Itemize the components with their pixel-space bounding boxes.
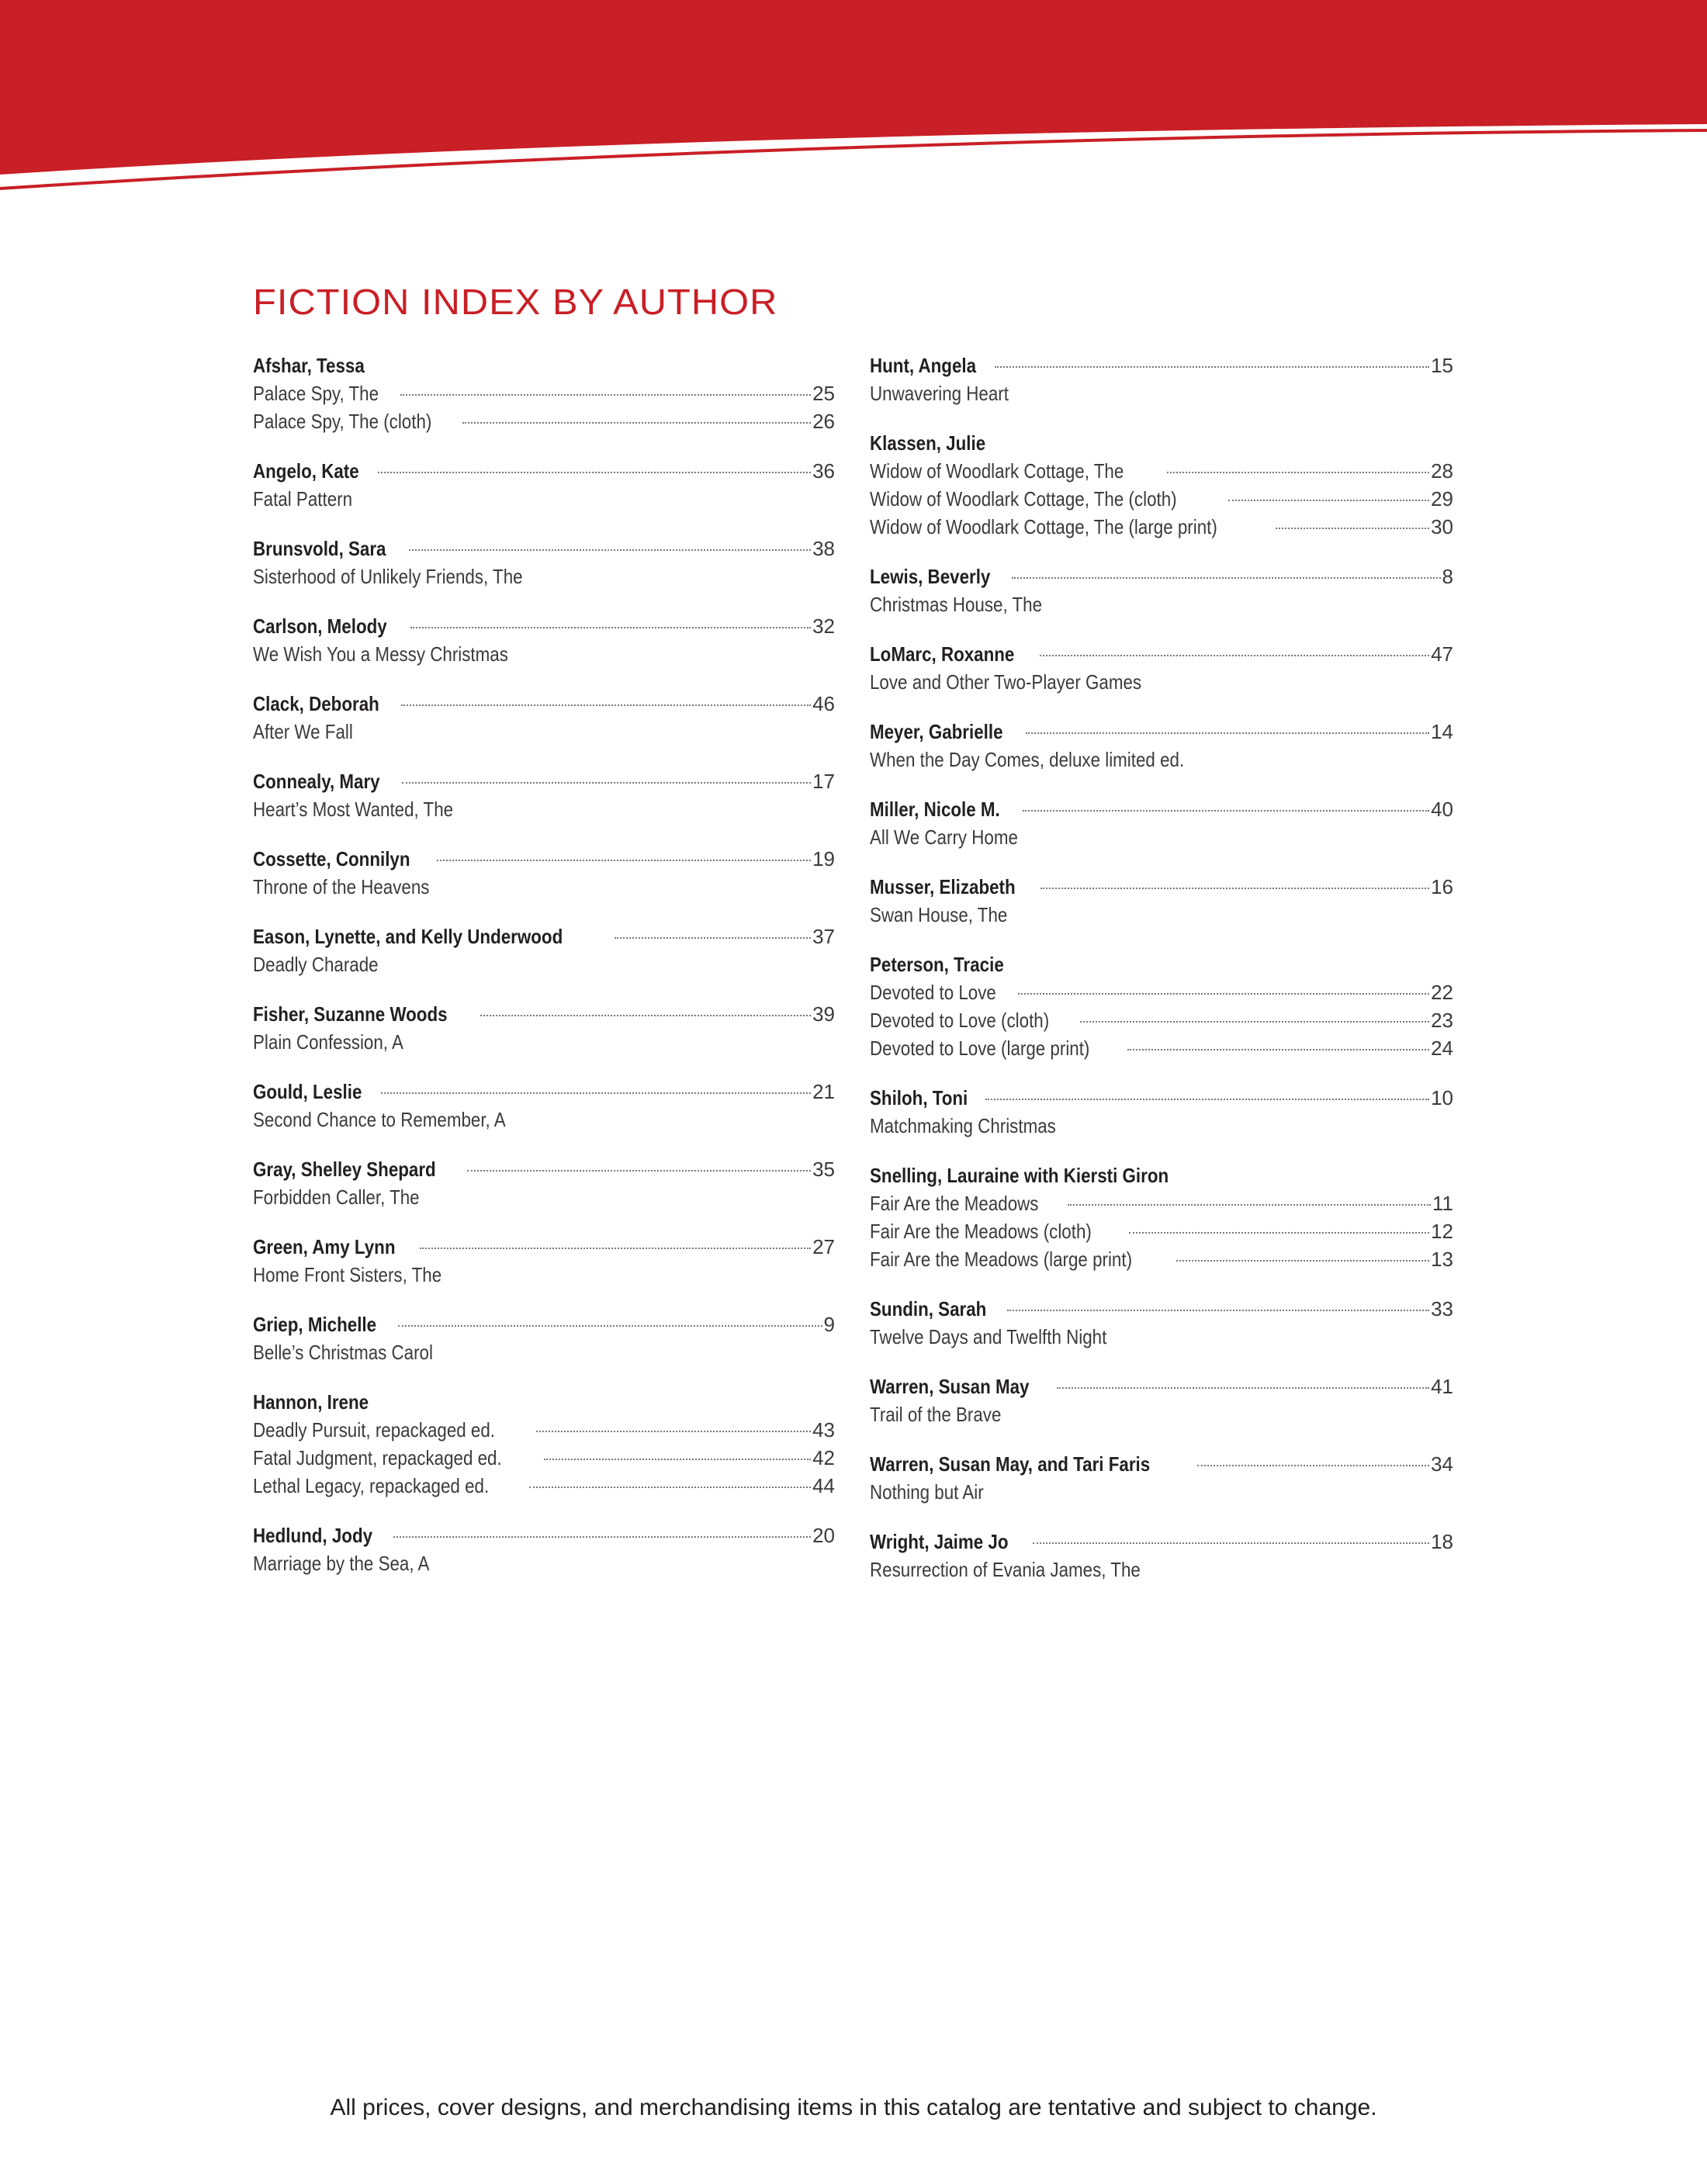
- author-line: [253, 1078, 835, 1106]
- book-title: Palace Spy, The (cloth): [253, 410, 432, 433]
- title-line: [870, 590, 1453, 618]
- book-title: Deadly Pursuit, repackaged ed.: [253, 1418, 495, 1442]
- dot-leader: [1276, 528, 1429, 529]
- index-entry: [870, 562, 1453, 618]
- page-number: 41: [1431, 1375, 1453, 1398]
- page-number: 39: [812, 1002, 835, 1026]
- dot-leader: [400, 394, 811, 396]
- title-line: [253, 950, 835, 978]
- index-entry: [870, 718, 1453, 774]
- index-entry: [253, 1310, 835, 1366]
- index-entry: [253, 1078, 835, 1134]
- header-banner: [0, 0, 1707, 202]
- book-title: Lethal Legacy, repackaged ed.: [253, 1474, 490, 1497]
- book-title: We Wish You a Messy Christmas: [253, 642, 508, 666]
- dot-leader: [437, 860, 811, 861]
- author-line: [870, 1161, 1453, 1189]
- author-name: Afshar, Tessa: [253, 354, 365, 377]
- page-number: 24: [1431, 1037, 1453, 1060]
- author-line: [253, 1521, 835, 1549]
- page-number: 33: [1431, 1297, 1453, 1320]
- title-line: [870, 457, 1453, 485]
- page-number: 13: [1431, 1248, 1453, 1271]
- title-line: [253, 1183, 835, 1211]
- index-entry: [253, 535, 835, 590]
- dot-leader: [381, 1092, 811, 1094]
- book-title: Belle’s Christmas Carol: [253, 1341, 433, 1364]
- book-title: Widow of Woodlark Cottage, The (cloth): [870, 487, 1177, 511]
- dot-leader: [1040, 888, 1429, 889]
- index-entry: [870, 1372, 1453, 1428]
- book-title: Christmas House, The: [870, 593, 1043, 616]
- page-number: 18: [1431, 1530, 1453, 1553]
- author-line: [870, 351, 1453, 379]
- dot-leader: [393, 1536, 811, 1538]
- index-entry: [870, 429, 1453, 541]
- page-number: 36: [812, 459, 835, 483]
- page-number: 15: [1431, 354, 1453, 377]
- author-line: [870, 1528, 1453, 1556]
- index-column-left: [253, 351, 835, 1599]
- title-line: [870, 1400, 1453, 1428]
- dot-leader: [985, 1099, 1429, 1100]
- page-number: 42: [812, 1446, 835, 1469]
- page-number: 43: [812, 1418, 835, 1442]
- author-name: Griep, Michelle: [253, 1313, 377, 1336]
- page-number: 20: [812, 1524, 835, 1547]
- title-line: [870, 1034, 1453, 1062]
- dot-leader: [420, 1248, 811, 1249]
- page-number: 21: [812, 1080, 835, 1103]
- dot-leader: [378, 472, 811, 473]
- author-name: Wright, Jaime Jo: [870, 1530, 1009, 1553]
- book-title: Plain Confession, A: [253, 1030, 403, 1054]
- dot-leader: [1023, 810, 1429, 812]
- title-line: [870, 1217, 1453, 1245]
- author-name: Snelling, Lauraine with Kiersti Giron: [870, 1164, 1169, 1187]
- book-title: Nothing but Air: [870, 1480, 984, 1504]
- page-number: 10: [1431, 1086, 1453, 1109]
- index-entry: [870, 1161, 1453, 1273]
- book-title: Resurrection of Evania James, The: [870, 1558, 1141, 1581]
- author-line: [870, 873, 1453, 901]
- book-title: Matchmaking Christmas: [870, 1114, 1056, 1137]
- page-number: 26: [812, 410, 835, 433]
- dot-leader: [1167, 472, 1430, 473]
- author-name: Clack, Deborah: [253, 692, 379, 715]
- index-column-right: [870, 351, 1453, 1605]
- dot-leader: [1040, 655, 1429, 656]
- dot-leader: [1228, 500, 1429, 501]
- title-line: [870, 379, 1453, 407]
- index-entry: [253, 1233, 835, 1289]
- author-line: [253, 457, 835, 485]
- page-number: 27: [812, 1235, 835, 1258]
- index-entry: [870, 950, 1453, 1062]
- index-entry: [870, 640, 1453, 696]
- page-number: 11: [1432, 1192, 1453, 1215]
- page-number: 14: [1431, 720, 1453, 743]
- index-entry: [253, 922, 835, 978]
- author-line: [253, 1155, 835, 1183]
- index-entry: [253, 351, 835, 435]
- book-title: Twelve Days and Twelfth Night: [870, 1325, 1107, 1348]
- dot-leader: [1129, 1232, 1429, 1234]
- title-line: [870, 1478, 1453, 1506]
- page-number: 29: [1431, 487, 1453, 511]
- title-line: [253, 1261, 835, 1289]
- book-title: Forbidden Caller, The: [253, 1185, 420, 1209]
- book-title: Second Chance to Remember, A: [253, 1108, 506, 1131]
- index-entry: [253, 1388, 835, 1500]
- title-line: [870, 901, 1453, 929]
- book-title: Palace Spy, The: [253, 382, 379, 405]
- page-number: 8: [1442, 565, 1453, 588]
- page-number: 25: [812, 382, 835, 405]
- book-title: Home Front Sisters, The: [253, 1263, 442, 1286]
- title-line: [253, 407, 835, 435]
- dot-leader: [1012, 577, 1441, 579]
- dot-leader: [402, 782, 811, 784]
- author-line: [870, 1084, 1453, 1112]
- dot-leader: [462, 422, 811, 424]
- title-line: [870, 1189, 1453, 1217]
- book-title: Marriage by the Sea, A: [253, 1552, 430, 1575]
- author-name: Lewis, Beverly: [870, 565, 991, 588]
- author-line: [253, 351, 835, 379]
- title-line: [253, 873, 835, 901]
- book-title: Fatal Judgment, repackaged ed.: [253, 1446, 502, 1469]
- index-entry: [253, 845, 835, 901]
- author-name: Hedlund, Jody: [253, 1524, 373, 1547]
- author-name: Warren, Susan May, and Tari Faris: [870, 1452, 1151, 1476]
- author-name: Carlson, Melody: [253, 614, 387, 638]
- book-title: Throne of the Heavens: [253, 875, 430, 898]
- book-title: Widow of Woodlark Cottage, The: [870, 459, 1124, 483]
- index-entry: [870, 873, 1453, 929]
- author-line: [253, 1000, 835, 1028]
- title-line: [253, 562, 835, 590]
- title-line: [253, 379, 835, 407]
- index-entry: [253, 767, 835, 823]
- dot-leader: [536, 1431, 811, 1432]
- dot-leader: [1057, 1387, 1429, 1389]
- page-number: 17: [812, 770, 835, 793]
- author-line: [870, 718, 1453, 746]
- author-line: [253, 535, 835, 562]
- dot-leader: [398, 1325, 822, 1327]
- footer-disclaimer: All prices, cover designs, and merchandising items in this catalog are tentative and subject to change.: [330, 2095, 1377, 2120]
- author-name: Brunsvold, Sara: [253, 537, 386, 560]
- page-number: 46: [812, 692, 835, 715]
- title-line: [870, 513, 1453, 541]
- book-title: All We Carry Home: [870, 825, 1018, 849]
- author-line: [870, 1295, 1453, 1323]
- title-line: [870, 978, 1453, 1006]
- author-line: [870, 1450, 1453, 1478]
- book-title: When the Day Comes, deluxe limited ed.: [870, 748, 1185, 771]
- page-number: 47: [1431, 642, 1453, 666]
- index-entry: [870, 351, 1453, 407]
- author-line: [870, 429, 1453, 457]
- dot-leader: [615, 937, 811, 939]
- page-number: 38: [812, 537, 835, 560]
- book-title: Fair Are the Meadows (large print): [870, 1248, 1133, 1271]
- page-number: 19: [812, 847, 835, 870]
- index-entry: [870, 1084, 1453, 1140]
- index-entry: [253, 1155, 835, 1211]
- book-title: Widow of Woodlark Cottage, The (large print): [870, 515, 1217, 538]
- index-entry: [253, 1521, 835, 1577]
- page-title: FICTION INDEX BY AUTHOR: [253, 282, 778, 322]
- dot-leader: [410, 627, 811, 628]
- dot-leader: [1018, 993, 1429, 995]
- title-line: [253, 718, 835, 746]
- book-title: Heart’s Most Wanted, The: [253, 798, 454, 821]
- title-line: [253, 1472, 835, 1500]
- author-name: Hannon, Irene: [253, 1390, 369, 1414]
- title-line: [870, 1245, 1453, 1273]
- author-name: Angelo, Kate: [253, 459, 359, 483]
- index-entry: [253, 457, 835, 513]
- index-entry: [870, 1295, 1453, 1351]
- dot-leader: [1068, 1204, 1431, 1206]
- author-line: [870, 1372, 1453, 1400]
- book-title: Deadly Charade: [253, 953, 379, 976]
- author-name: Green, Amy Lynn: [253, 1235, 396, 1258]
- dot-leader: [401, 704, 811, 706]
- page-number: 16: [1431, 875, 1453, 898]
- index-entry: [870, 795, 1453, 851]
- page-number: 22: [1431, 981, 1453, 1004]
- author-name: Shiloh, Toni: [870, 1086, 968, 1109]
- book-title: Fair Are the Meadows (cloth): [870, 1220, 1092, 1243]
- title-line: [253, 1106, 835, 1134]
- dot-leader: [1197, 1465, 1429, 1466]
- page-number: 12: [1431, 1220, 1453, 1243]
- book-title: After We Fall: [253, 720, 353, 743]
- author-name: Peterson, Tracie: [870, 953, 1004, 976]
- book-title: Swan House, The: [870, 903, 1008, 926]
- author-line: [253, 690, 835, 718]
- index-entry: [870, 1528, 1453, 1583]
- title-line: [253, 485, 835, 513]
- author-name: Miller, Nicole M.: [870, 798, 1000, 821]
- book-title: Sisterhood of Unlikely Friends, The: [253, 565, 523, 588]
- title-line: [253, 795, 835, 823]
- title-line: [870, 746, 1453, 774]
- title-line: [253, 1549, 835, 1577]
- title-line: [870, 1323, 1453, 1351]
- title-line: [870, 823, 1453, 851]
- author-name: Hunt, Angela: [870, 354, 977, 377]
- title-line: [870, 1556, 1453, 1583]
- author-line: [253, 767, 835, 795]
- dot-leader: [1033, 1542, 1430, 1544]
- author-name: Musser, Elizabeth: [870, 875, 1016, 898]
- author-line: [870, 950, 1453, 978]
- title-line: [253, 1338, 835, 1366]
- page-number: 9: [823, 1313, 835, 1336]
- dot-leader: [995, 366, 1429, 368]
- book-title: Love and Other Two-Player Games: [870, 670, 1142, 694]
- book-title: Trail of the Brave: [870, 1403, 1002, 1426]
- author-line: [870, 795, 1453, 823]
- page-number: 28: [1431, 459, 1453, 483]
- page-number: 32: [812, 614, 835, 638]
- page-number: 30: [1431, 515, 1453, 538]
- dot-leader: [1176, 1260, 1429, 1262]
- author-line: [870, 640, 1453, 668]
- author-name: Cossette, Connilyn: [253, 847, 410, 870]
- title-line: [253, 1444, 835, 1472]
- title-line: [253, 640, 835, 668]
- dot-leader: [480, 1015, 811, 1016]
- author-line: [870, 562, 1453, 590]
- dot-leader: [409, 549, 811, 551]
- dot-leader: [1080, 1021, 1429, 1023]
- book-title: Fair Are the Meadows: [870, 1192, 1039, 1215]
- title-line: [870, 485, 1453, 513]
- dot-leader: [544, 1459, 811, 1460]
- book-title: Devoted to Love: [870, 981, 996, 1004]
- author-name: Connealy, Mary: [253, 770, 380, 793]
- author-name: Fisher, Suzanne Woods: [253, 1002, 448, 1026]
- book-title: Devoted to Love (cloth): [870, 1009, 1050, 1032]
- page-number: 44: [812, 1474, 835, 1497]
- page-number: 34: [1431, 1452, 1453, 1476]
- author-name: LoMarc, Roxanne: [870, 642, 1015, 666]
- author-name: Eason, Lynette, and Kelly Underwood: [253, 925, 563, 948]
- dot-leader: [1127, 1049, 1430, 1050]
- title-line: [253, 1416, 835, 1444]
- dot-leader: [467, 1170, 811, 1172]
- page-number: 40: [1431, 798, 1453, 821]
- title-line: [870, 668, 1453, 696]
- index-entry: [253, 612, 835, 668]
- author-name: Klassen, Julie: [870, 431, 986, 455]
- author-name: Gray, Shelley Shepard: [253, 1158, 436, 1181]
- title-line: [870, 1112, 1453, 1140]
- page-number: 23: [1431, 1009, 1453, 1032]
- author-name: Meyer, Gabrielle: [870, 720, 1003, 743]
- dot-leader: [1007, 1310, 1429, 1311]
- author-line: [253, 612, 835, 640]
- title-line: [253, 1028, 835, 1056]
- page-number: 35: [812, 1158, 835, 1181]
- page-number: 37: [812, 925, 835, 948]
- title-line: [870, 1006, 1453, 1034]
- author-line: [253, 1310, 835, 1338]
- dot-leader: [529, 1487, 811, 1488]
- book-title: Unwavering Heart: [870, 382, 1009, 405]
- author-line: [253, 922, 835, 950]
- author-name: Sundin, Sarah: [870, 1297, 987, 1320]
- index-entry: [870, 1450, 1453, 1506]
- index-entry: [253, 690, 835, 746]
- dot-leader: [1026, 732, 1429, 734]
- author-line: [253, 1233, 835, 1261]
- author-name: Gould, Leslie: [253, 1080, 362, 1103]
- book-title: Fatal Pattern: [253, 487, 353, 511]
- index-entry: [253, 1000, 835, 1056]
- author-line: [253, 1388, 835, 1416]
- book-title: Devoted to Love (large print): [870, 1037, 1090, 1060]
- author-line: [253, 845, 835, 873]
- author-name: Warren, Susan May: [870, 1375, 1030, 1398]
